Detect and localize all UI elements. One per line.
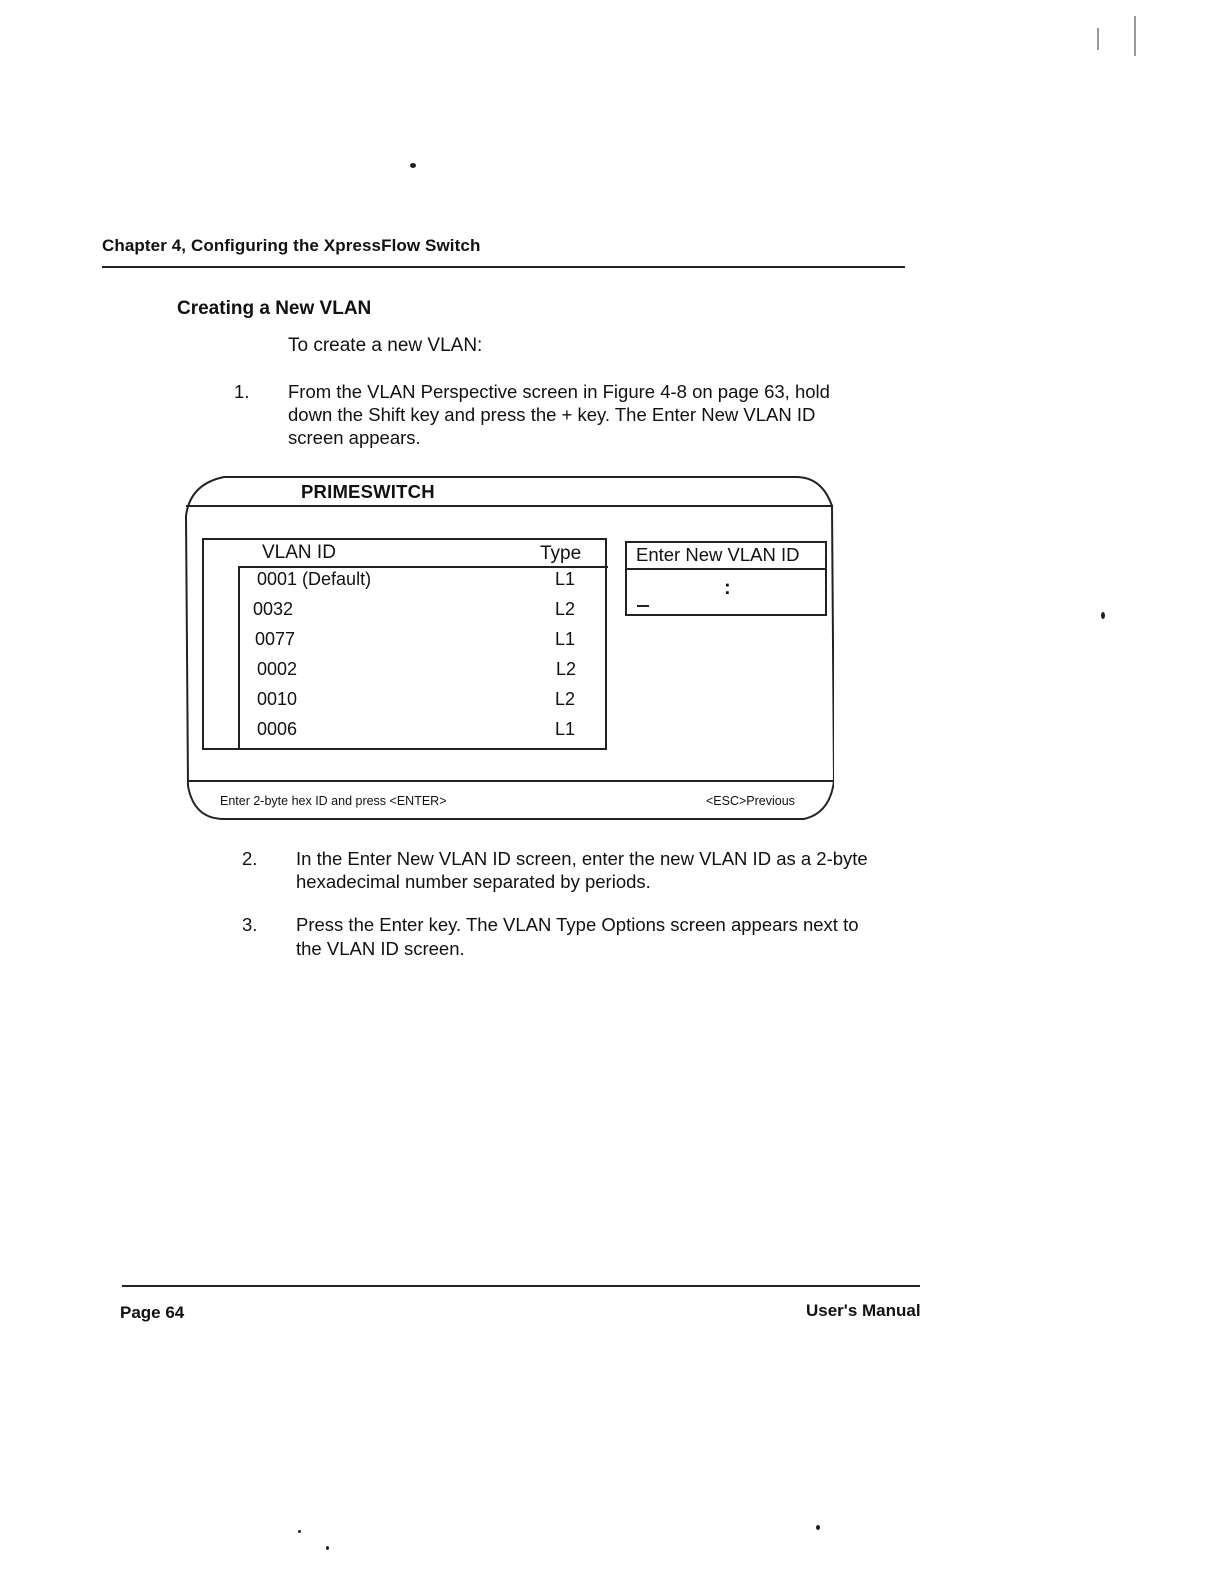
intro-text: To create a new VLAN: — [288, 335, 483, 356]
header-rule — [102, 266, 905, 268]
vlan-id-cell: 0032 — [253, 599, 294, 619]
step-number: 3. — [242, 914, 258, 935]
step-line: From the VLAN Perspective screen in Figure 4-8 on page 63, hold — [288, 381, 830, 402]
scan-speck — [1097, 28, 1099, 50]
step-3 — [0, 913, 1224, 963]
scan-speck — [816, 1525, 820, 1530]
scan-speck — [1101, 612, 1105, 619]
scan-speck — [1134, 16, 1136, 56]
scan-speck — [298, 1530, 301, 1533]
column-divider — [238, 568, 240, 750]
vlan-type-cell: L1 — [555, 719, 576, 739]
section-title: Creating a New VLAN — [177, 298, 372, 319]
vlan-id-cell: 0002 — [257, 659, 298, 679]
status-hint: Enter 2-byte hex ID and press <ENTER> — [220, 794, 447, 808]
column-header-type: Type — [540, 543, 582, 564]
scan-speck — [410, 163, 416, 168]
step-number: 1. — [234, 381, 250, 402]
enter-new-vlan-id-box[interactable] — [625, 541, 827, 616]
step-number: 2. — [242, 848, 258, 869]
step-1 — [0, 380, 1224, 460]
header-divider — [238, 566, 608, 568]
vlan-type-cell: L1 — [555, 569, 576, 589]
step-line: the VLAN ID screen. — [296, 938, 465, 959]
vlan-id-cell: 0001 (Default) — [257, 569, 372, 589]
vlan-id-cell: 0006 — [257, 719, 298, 739]
esc-previous-hint: <ESC>Previous — [706, 794, 795, 808]
hex-separator: : — [724, 577, 731, 599]
step-2 — [0, 847, 1224, 897]
vlan-table — [202, 538, 607, 750]
step-line: hexadecimal number separated by periods. — [296, 871, 651, 892]
step-line: In the Enter New VLAN ID screen, enter the new VLAN ID as a 2-byte — [296, 848, 868, 869]
step-line: Press the Enter key. The VLAN Type Options screen appears next to — [296, 914, 859, 935]
footer-rule — [122, 1285, 920, 1287]
vlan-type-cell: L1 — [555, 629, 576, 649]
vlan-table-header — [204, 540, 605, 568]
vlan-type-cell: L2 — [555, 599, 576, 619]
step-line: screen appears. — [288, 427, 421, 448]
vlan-type-cell: L2 — [556, 659, 577, 679]
screen-title: PRIMESWITCH — [301, 481, 435, 502]
manual-title: User's Manual — [806, 1301, 921, 1320]
vlan-id-cell: 0010 — [257, 689, 298, 709]
new-vlan-id-title: Enter New VLAN ID — [636, 544, 800, 565]
chapter-header: Chapter 4, Configuring the XpressFlow Switch — [102, 236, 481, 255]
input-cursor[interactable] — [637, 605, 649, 607]
vlan-id-cell: 0077 — [255, 629, 296, 649]
scan-speck — [326, 1546, 329, 1550]
step-line: down the Shift key and press the + key. The Enter New VLAN ID — [288, 404, 816, 425]
new-vlan-id-divider — [627, 568, 825, 570]
vlan-type-cell: L2 — [555, 689, 576, 709]
column-header-vlan-id: VLAN ID — [262, 542, 336, 563]
page-number: Page 64 — [120, 1303, 185, 1322]
